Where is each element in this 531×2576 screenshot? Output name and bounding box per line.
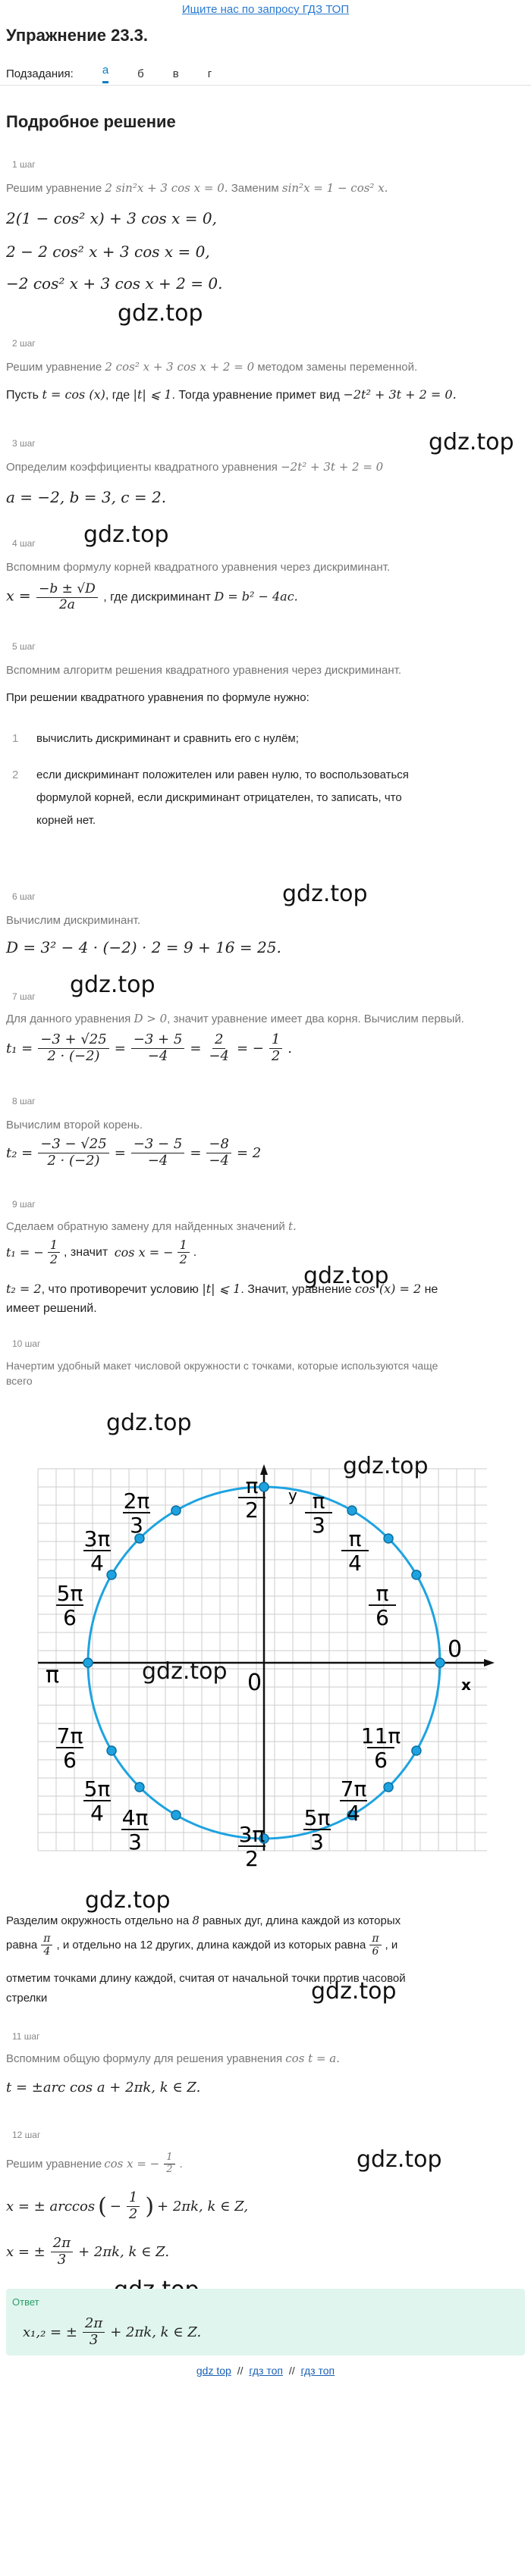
step-7-text: Для данного уравнения D > 0, значит уравнение имеет два корня. Вычислим первый. [6,1012,464,1025]
step-3-label: 3 шаг [12,438,36,449]
circle-explanation-1: Разделим окружность отдельно на 8 равных дуг, длина каждой из которых [6,1914,401,1927]
circle-point [259,1482,269,1491]
footer-sep: // [237,2365,244,2377]
angle-label-denominator: 3 [128,1829,142,1855]
step-8-text: Вычислим второй корень. [6,1119,143,1131]
step-3-text: Определим коэффициенты квадратного уравнения −2t² + 3t + 2 = 0 [6,460,384,474]
step-6-label: 6 шаг [12,891,36,902]
watermark: gdz.top [70,972,156,998]
angle-label [56,1723,83,1773]
tab-v[interactable]: в [172,67,179,80]
subtasks-bar [6,64,212,83]
circle-explanation-3: отметим точками длину каждой, считая от начальной точки против часовой [6,1972,406,1985]
circle-point [171,1506,181,1515]
angle-label-numerator: 5π [303,1805,331,1830]
angle-label [121,1805,149,1855]
watermark: gdz.top [106,1410,192,1436]
angle-label-denominator: 3 [130,1513,143,1538]
angle-label [83,1776,111,1826]
angle-label-numerator: π [348,1526,362,1551]
angle-label-denominator: 6 [63,1748,77,1773]
watermark: gdz.top [429,429,514,455]
watermark: gdz.top [118,300,203,327]
step-8-formula: t₂ = $\frac{-3 - √25}{2 \cdot (-2)}$ = $\frac{-3 - 5}{-4}$ = $\frac{-8}{-4}$ = 2 [6,1136,262,1169]
step-7-label: 7 шаг [12,991,36,1002]
angle-label-numerator: 5π [56,1581,83,1606]
circle-point [83,1658,93,1667]
step-11-text: Вспомним общую формулу для решения уравнения cos t = a. [6,2052,341,2065]
step-5-intro: При решении квадратного уравнения по формуле нужно: [6,691,309,704]
y-axis-label: y [288,1486,297,1504]
angle-label-numerator: π [312,1488,325,1513]
angle-label-numerator: 7π [340,1776,367,1801]
step-8-label: 8 шаг [12,1096,36,1106]
angle-label-numerator: π [375,1581,389,1606]
angle-label-denominator: 3 [310,1829,324,1855]
angle-label-numerator: π [245,1473,259,1498]
angle-label-numerator: 4π [121,1805,149,1830]
step-2-label: 2 шаг [12,338,36,349]
angle-label [83,1526,111,1576]
angle-label [56,1581,83,1630]
angle-label-denominator: 3 [312,1513,325,1538]
angle-label-numerator: 7π [56,1723,83,1748]
watermark: gdz.top [303,1263,389,1289]
angle-label [341,1526,369,1576]
step-10-text: Начертим удобный макет числовой окружности с точками, которые используются чаще всего [6,1360,438,1387]
angle-label-numerator: 3π [238,1822,266,1847]
watermark: gdz.top [357,2146,442,2173]
step-11-formula: t = ±arc cos a + 2πk, k ∈ Z. [6,2080,201,2096]
angle-label-denominator: 4 [90,1551,104,1576]
angle-label-denominator: 6 [375,1605,389,1630]
step-12-line-2: x = ± $\frac{2\pi}{3}$ + 2πk, k ∈ Z. [6,2235,170,2268]
step-2-text: Решим уравнение 2 cos² x + 3 cos x + 2 = 0 методом замены переменной. [6,360,418,374]
step-9-label: 9 шаг [12,1199,36,1210]
tab-b[interactable]: б [137,67,144,80]
watermark: gdz.top [142,1658,228,1685]
list-item-1: вычислить дискриминант и сравнить его с нулём; [36,732,299,745]
circle-point [412,1570,421,1579]
step-1-text: Решим уравнение 2 sin²x + 3 cos x = 0. Заменим sin²x = 1 − cos² x. [6,181,388,195]
answer-label: Ответ [12,2296,39,2308]
step-12-text: Решим уравнение cos x = − $\frac{1}{2}$ . [6,2152,183,2175]
circle-point [171,1811,181,1820]
step-2-line: Пусть t = cos (x), где |t| ⩽ 1. Тогда уравнение примет вид −2t² + 3t + 2 = 0. [6,387,457,402]
step-9-line-1: t₁ = − $\frac{1}{2}$ , значит cos x = − $\frac{1}{2}$ . [6,1238,197,1267]
divider [0,85,531,86]
step-1-line-1: 2(1 − cos² x) + 3 cos x = 0, [6,209,217,227]
angle-label [369,1581,396,1630]
circle-point [135,1783,144,1792]
step-12-label: 12 шаг [12,2130,41,2140]
step-1-line-3: −2 cos² x + 3 cos x + 2 = 0. [6,274,223,293]
angle-label-denominator: 4 [348,1551,362,1576]
circle-point [107,1746,116,1755]
angle-label [305,1488,332,1538]
angle-label-denominator: 6 [63,1605,77,1630]
watermark: gdz.top [85,1887,171,1914]
list-item-2: если дискриминант положителен или равен нулю, то воспользоваться формулой корней, если дискриминант отрицателен, то записать, что корней нет. [36,768,409,827]
angle-label-denominator: 4 [347,1801,360,1826]
pi-label: π [46,1662,60,1689]
y-axis-arrow [260,1464,268,1475]
angle-label-denominator: 6 [374,1748,388,1773]
circle-point [384,1534,393,1543]
angle-label-denominator: 2 [245,1498,259,1523]
footer-link-3[interactable]: гдз топ [300,2365,335,2377]
origin-label: 0 [247,1670,262,1696]
angle-label-numerator: 5π [83,1776,111,1801]
angle-label [303,1805,331,1855]
circle-point [384,1783,393,1792]
angle-label-denominator: 4 [90,1801,104,1826]
list-bullet-2: 2 [12,768,19,781]
step-1-line-2: 2 − 2 cos² x + 3 cos x = 0, [6,243,210,261]
watermark: gdz.top [343,1453,429,1479]
angle-label [361,1723,401,1773]
footer-link-2[interactable]: гдз топ [249,2365,283,2377]
page-title: Упражнение 23.3. [6,26,149,45]
step-10-label: 10 шаг [12,1338,41,1349]
watermark: gdz.top [311,1978,397,2005]
step-4-formula: x = $\frac{-b \pm √D}{2a}$ , где дискриминант D = b² − 4ac. [6,581,298,612]
circle-explanation-4: стрелки [6,1992,48,2005]
step-5-text: Вспомним алгоритм решения квадратного уравнения через дискриминант. [6,664,402,677]
step-9-text: Сделаем обратную замену для найденных значений t. [6,1219,297,1233]
footer-link-1[interactable]: gdz top [196,2365,231,2377]
answer-formula: x₁,₂ = ± $\frac{2\pi}{3}$ + 2πk, k ∈ Z. [23,2315,202,2348]
list-bullet-1: 1 [12,732,19,745]
watermark: gdz.top [282,881,368,907]
angle-label-denominator: 2 [245,1846,259,1871]
angle-label [238,1473,266,1523]
circle-point [412,1746,421,1755]
watermark: gdz.top [83,521,169,548]
circle-point [347,1506,357,1515]
footer-sep: // [288,2365,295,2377]
angle-label-numerator: 11π [360,1723,401,1748]
angle-label [123,1488,150,1538]
x-axis-label: x [461,1676,471,1694]
angle-label-numerator: 3π [83,1526,111,1551]
step-4-text: Вспомним формулу корней квадратного уравнения через дискриминант. [6,561,391,574]
unit-circle-diagram [32,1453,502,1871]
step-1-label: 1 шаг [12,159,36,170]
angle-label [238,1822,266,1871]
step-11-label: 11 шаг [12,2031,40,2042]
x-axis-arrow [484,1659,495,1667]
step-3-line: a = −2, b = 3, c = 2. [6,488,167,506]
step-5-label: 5 шаг [12,641,36,652]
step-9-line-2: t₂ = 2, что противоречит условию |t| ⩽ 1. Значит, уравнение cos (x) = 2 не [6,1282,438,1296]
zero-label: 0 [448,1636,463,1663]
search-hint-link[interactable]: Ищите нас по запросу ГДЗ ТОП [181,3,350,16]
angle-label-numerator: 2π [123,1488,150,1513]
section-title: Подробное решение [6,112,176,131]
footer-links [0,2365,531,2377]
step-7-formula: t₁ = $\frac{-3 + √25}{2 \cdot (-2)}$ = $\frac{-3 + 5}{-4}$ = $\frac{2}{-4}$ = − $\frac{1}{2}$ . [6,1031,293,1064]
circle-point [435,1658,445,1667]
step-6-line: D = 3² − 4 · (−2) · 2 = 9 + 16 = 25. [6,938,281,956]
subtasks-label: Подзадания: [6,67,74,80]
circle-point [107,1570,116,1579]
circle-explanation-2: равна $\frac{\pi}{4}$ , и отдельно на 12 других, длина каждой из которых равна $\frac{\pi}{6}$ , и [6,1933,398,1958]
step-12-line-1: x = ± arccos ( − $\frac{1}{2}$ ) + 2πk, k ∈ Z, [6,2189,249,2222]
step-6-text: Вычислим дискриминант. [6,914,140,927]
step-4-label: 4 шаг [12,538,36,549]
tab-a[interactable]: а [102,64,108,83]
step-9-line-3: имеет решений. [6,1302,97,1315]
tab-g[interactable]: г [207,67,212,80]
